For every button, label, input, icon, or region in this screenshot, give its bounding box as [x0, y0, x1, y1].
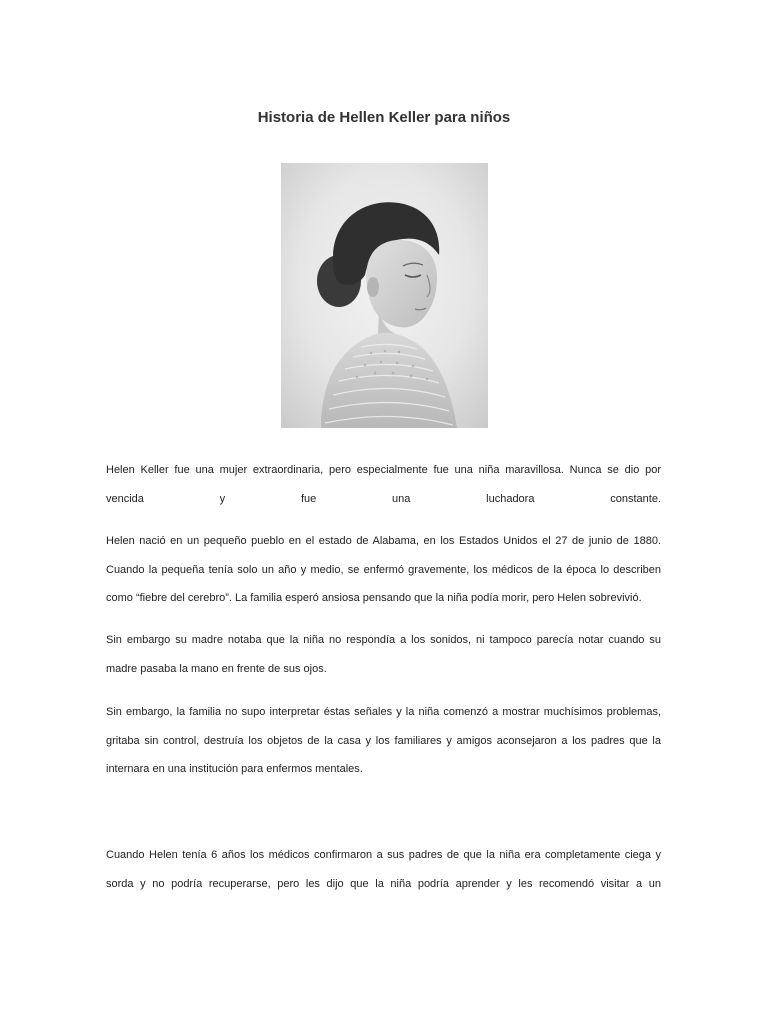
paragraph-4: Sin embargo, la familia no supo interpretar éstas señales y la niña comenzó a mostrar muchísimos problemas, gritaba sin control, destruía los objetos de la casa y los familiares y amigos aconsejaron a los padres que la internara en una institución para enfermos mentales. [106, 706, 661, 775]
paragraph-2: Helen nació en un pequeño pueblo en el estado de Alabama, en los Estados Unidos el 27 de junio de 1880. Cuando la pequeña tenía solo un año y medio, se enfermó gravemente, los médicos de la época lo describen como “fiebre del cerebro”. La familia esperó ansiosa pensando que la niña podía morir, pero Helen sobrevivió. [106, 535, 661, 604]
portrait-photo [281, 163, 488, 428]
paragraph-3: Sin embargo su madre notaba que la niña no respondía a los sonidos, ni tampoco parecía notar cuando su madre pasaba la mano en frente de sus ojos. [106, 634, 661, 675]
paragraph-1: Helen Keller fue una mujer extraordinaria, pero especialmente fue una niña maravillosa. Nunca se dio por vencida y fue una luchadora constante. [106, 464, 661, 505]
paragraph-5: Cuando Helen tenía 6 años los médicos confirmaron a sus padres de que la niña era completamente ciega y sorda y no podría recuperarse, pero les dijo que la niña podría aprender y les recomendó visitar a un [106, 849, 661, 890]
page-title: Historia de Hellen Keller para niños [257, 109, 511, 126]
